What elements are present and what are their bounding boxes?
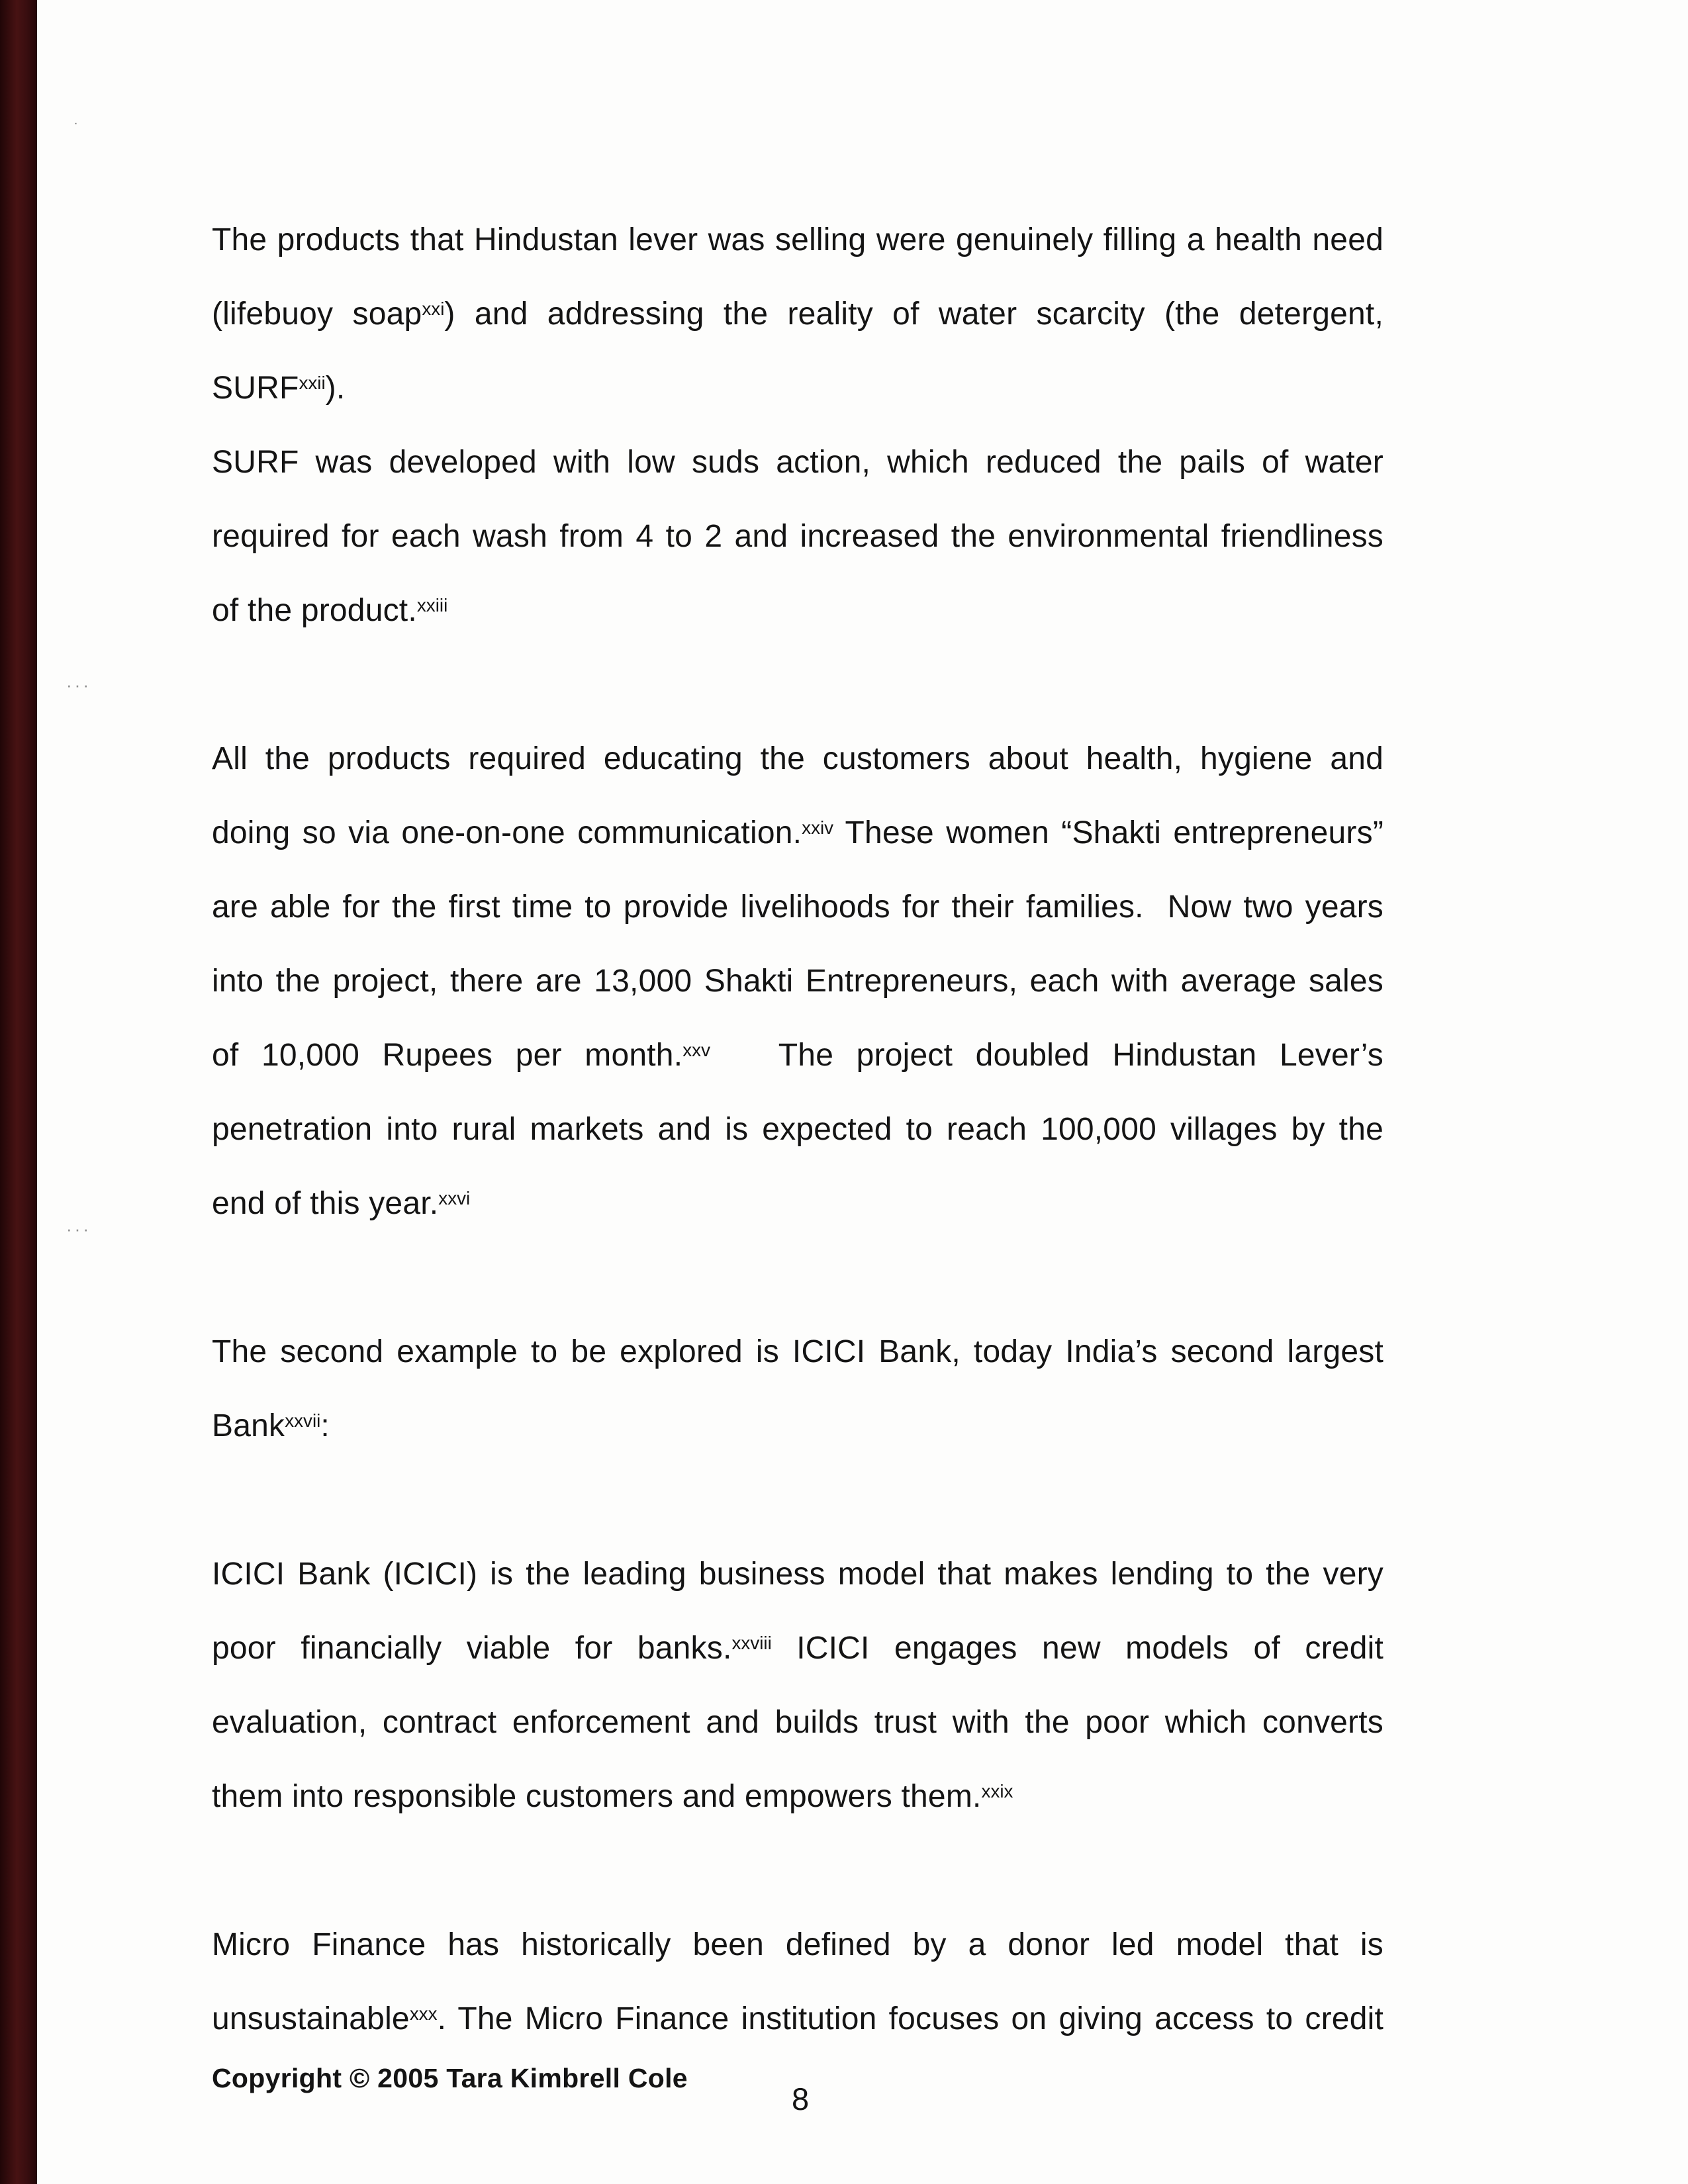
scan-speckle: ··· [66, 1219, 91, 1239]
text-line: doing so via one-on-one communication.$^{xxiv}$ These women “Shakti entrepreneurs” [212, 815, 1383, 850]
text-line: unsustainable$^{xxx}$. The Micro Finance institution focuses on giving access to credit [212, 2001, 1383, 2036]
text-line: of the product.$^{xxiii}$ [212, 593, 448, 628]
text-line: Bank$^{xxvii}$: [212, 1408, 330, 1443]
scan-speckle: · [74, 118, 81, 129]
text-line: All the products required educating the customers about health, hygiene and [212, 741, 1383, 776]
text-line: them into responsible customers and empowers them.$^{xxix}$ [212, 1779, 1013, 1814]
document-body [212, 203, 1383, 2130]
text-line: poor financially viable for banks.$^{xxviii}$ ICICI engages new models of credit [212, 1631, 1383, 1666]
text-line: ICICI Bank (ICICI) is the leading business model that makes lending to the very [212, 1557, 1383, 1592]
paragraph-surf-low-suds [212, 426, 1383, 648]
text-line: The second example to be explored is ICICI Bank, today India’s second largest [212, 1334, 1383, 1369]
scan-speckle: ··· [66, 675, 91, 695]
text-line: (lifebuoy soap$^{xxi}$) and addressing the reality of water scarcity (the detergent, [212, 296, 1383, 332]
copyright-notice: Copyright © 2005 Tara Kimbrell Cole [212, 2063, 688, 2093]
paragraph-second-example-icici [212, 1315, 1383, 1463]
text-line: are able for the first time to provide livelihoods for their families. Now two years [212, 889, 1383, 925]
text-line: evaluation, contract enforcement and builds trust with the poor which converts [212, 1705, 1383, 1740]
paragraph-products-health-need [212, 203, 1383, 426]
text-line: SURF$^{xxii}$). [212, 371, 346, 406]
paragraph-shakti-entrepreneurs [212, 722, 1383, 1241]
text-line: of 10,000 Rupees per month.$^{xxv}$ The project doubled Hindustan Lever’s [212, 1038, 1383, 1073]
paragraph-micro-finance [212, 1908, 1383, 2056]
text-line: penetration into rural markets and is expected to reach 100,000 villages by the [212, 1112, 1383, 1147]
scan-edge-artifact [0, 0, 37, 2184]
text-line: required for each wash from 4 to 2 and increased the environmental friendliness [212, 519, 1383, 554]
page-number: 8 [792, 2081, 810, 2116]
paragraph-icici-business-model [212, 1537, 1383, 1834]
text-line: Micro Finance has historically been defined by a donor led model that is [212, 1927, 1383, 1962]
text-line: The products that Hindustan lever was selling were genuinely filling a health need [212, 222, 1383, 257]
text-line: SURF was developed with low suds action, which reduced the pails of water [212, 445, 1383, 480]
text-line: end of this year.$^{xxvi}$ [212, 1186, 471, 1221]
text-line: into the project, there are 13,000 Shakti Entrepreneurs, each with average sales [212, 964, 1383, 999]
